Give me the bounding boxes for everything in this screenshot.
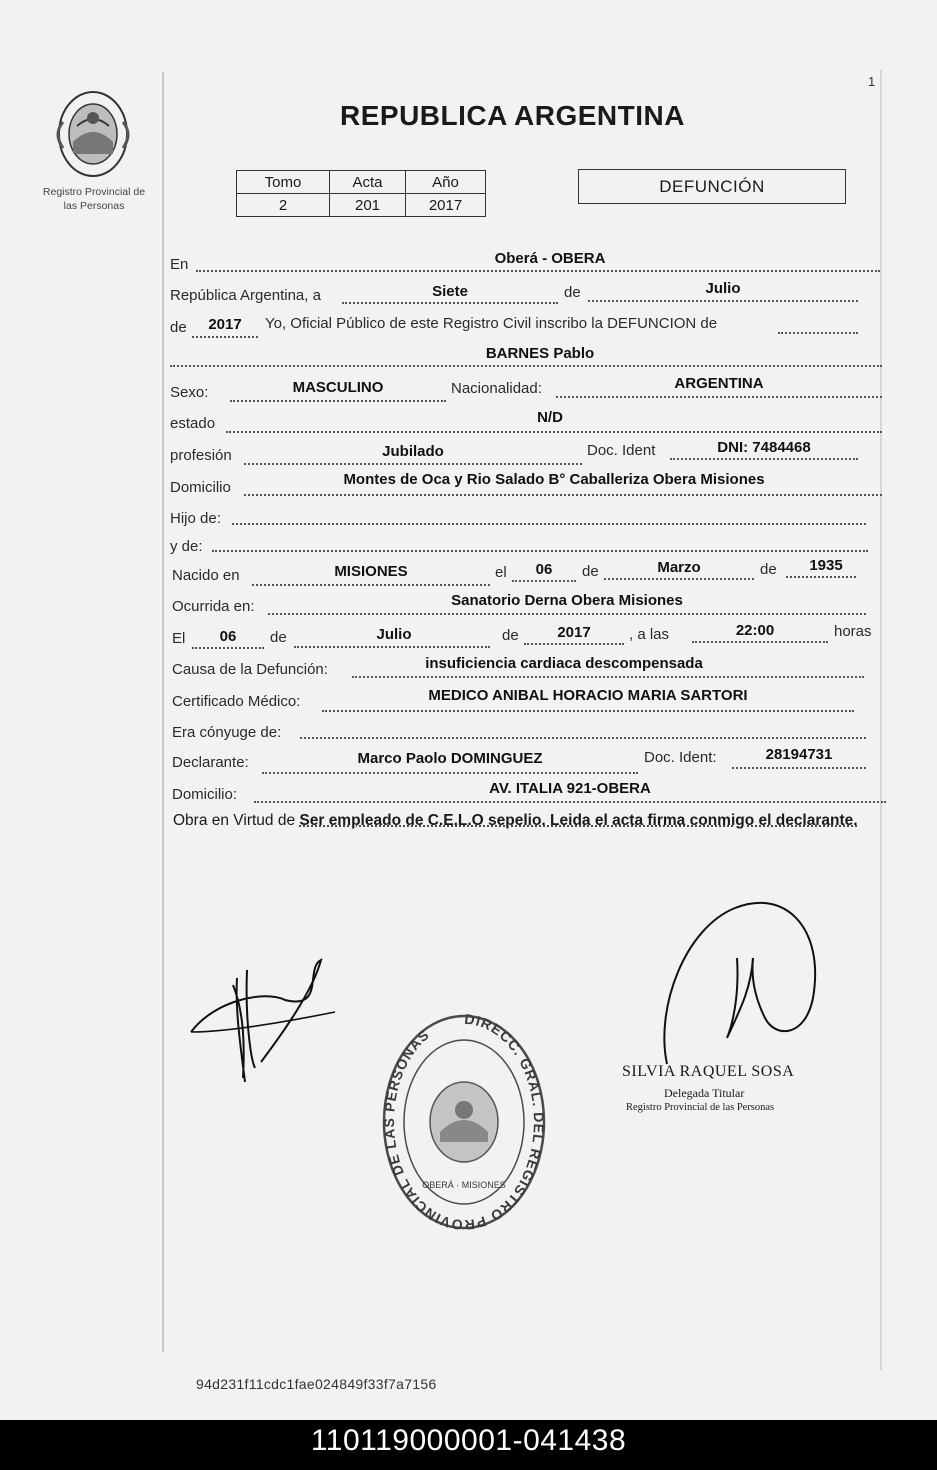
tomo-value: 2 bbox=[237, 194, 330, 217]
medical-certificate-value: MEDICO ANIBAL HORACIO MARIA SARTORI bbox=[428, 687, 748, 704]
hours-label: horas bbox=[834, 623, 872, 640]
month-value: Julio bbox=[705, 280, 741, 297]
dotted-line bbox=[342, 302, 558, 304]
acta-header: Acta bbox=[330, 171, 406, 194]
declarant-address-value: AV. ITALIA 921-OBERA bbox=[489, 780, 651, 797]
de-label: de bbox=[564, 284, 581, 301]
birth-month-value: Marzo bbox=[657, 559, 701, 576]
doc-id-value: DNI: 7484468 bbox=[717, 439, 811, 456]
doc-ident-label: Doc. Ident bbox=[587, 442, 656, 459]
birth-year-value: 1935 bbox=[809, 557, 843, 574]
remarks-value: Ser empleado de C.E.L.O sepelio. Leida el acta firma conmigo el declarante. bbox=[299, 812, 858, 829]
birth-day-value: 06 bbox=[535, 561, 553, 578]
declarant-value: Marco Paolo DOMINGUEZ bbox=[357, 750, 543, 767]
address-value: Montes de Oca y Rio Salado B° Caballeriza Obera Misiones bbox=[343, 471, 765, 488]
dotted-line bbox=[230, 400, 446, 402]
de-label: de bbox=[170, 319, 187, 336]
reference-table bbox=[236, 170, 486, 217]
dotted-line bbox=[670, 458, 858, 460]
death-time-value: 22:00 bbox=[735, 622, 775, 639]
declarant-doc-label: Doc. Ident: bbox=[644, 749, 717, 766]
dotted-line bbox=[322, 710, 854, 712]
right-margin-line bbox=[880, 70, 882, 1370]
nationality-value: ARGENTINA bbox=[674, 375, 764, 392]
dotted-line bbox=[232, 523, 866, 525]
death-year-value: 2017 bbox=[557, 624, 591, 641]
registrar-title: Delegada Titular bbox=[664, 1086, 745, 1100]
year-value: 2017 bbox=[208, 316, 242, 333]
province-coat-of-arms-logo bbox=[45, 82, 141, 182]
cause-label: Causa de la Defunción: bbox=[172, 661, 328, 678]
republica-label: República Argentina, a bbox=[170, 287, 321, 304]
sex-value: MASCULINO bbox=[292, 379, 384, 396]
de-label: de bbox=[502, 627, 519, 644]
reference-header-row bbox=[237, 171, 486, 194]
profession-label: profesión bbox=[170, 447, 232, 464]
el-label: el bbox=[495, 564, 507, 581]
official-registry-seal bbox=[378, 1010, 550, 1232]
page-number: 1 bbox=[868, 74, 876, 89]
seal-ring-text: DIRECC. GRAL. DEL REGISTRO PROVINCIAL DE LAS PERSONAS bbox=[380, 1010, 548, 1232]
dotted-line bbox=[212, 550, 868, 552]
dotted-line bbox=[512, 580, 576, 582]
spouse-label: Era cónyuge de: bbox=[172, 724, 282, 741]
birth-place-label: Nacido en bbox=[172, 567, 240, 584]
dotted-line bbox=[294, 646, 490, 648]
deceased-name-value: BARNES Pablo bbox=[485, 345, 595, 362]
dotted-line bbox=[604, 578, 754, 580]
registry-name-line1: Registro Provincial de bbox=[42, 186, 146, 198]
document-hash: 94d231f11cdc1fae024849f33f7a7156 bbox=[196, 1376, 437, 1392]
sex-label: Sexo: bbox=[170, 384, 209, 401]
civil-status-label: estado bbox=[170, 415, 216, 432]
declarant-address-label: Domicilio: bbox=[172, 786, 238, 803]
dotted-line bbox=[254, 801, 886, 803]
dotted-line bbox=[192, 336, 258, 338]
place-value: Oberá - OBERA bbox=[494, 250, 606, 267]
address-label: Domicilio bbox=[170, 479, 231, 496]
father-label: Hijo de: bbox=[170, 510, 221, 527]
anio-header: Año bbox=[406, 171, 486, 194]
dotted-line bbox=[268, 613, 866, 615]
reference-value-row bbox=[237, 194, 486, 217]
remarks-paragraph bbox=[173, 808, 885, 833]
profession-value: Jubilado bbox=[382, 443, 444, 460]
dotted-line bbox=[300, 737, 866, 739]
dotted-line bbox=[244, 494, 882, 496]
dotted-line bbox=[196, 270, 880, 272]
de-label: de bbox=[760, 561, 777, 578]
anio-value: 2017 bbox=[406, 194, 486, 217]
dotted-line bbox=[524, 643, 624, 645]
dotted-line bbox=[786, 576, 856, 578]
dotted-line bbox=[192, 647, 264, 649]
dotted-line bbox=[556, 396, 882, 398]
mother-label: y de: bbox=[170, 538, 203, 555]
day-words-value: Siete bbox=[432, 283, 468, 300]
dotted-line bbox=[262, 772, 638, 774]
document-type-box: DEFUNCIÓN bbox=[578, 169, 846, 204]
death-day-value: 06 bbox=[219, 628, 237, 645]
registrar-organization: Registro Provincial de las Personas bbox=[626, 1102, 775, 1113]
declarant-label: Declarante: bbox=[172, 754, 249, 771]
dotted-line bbox=[352, 676, 864, 678]
dotted-line bbox=[226, 431, 882, 433]
dotted-line bbox=[778, 332, 858, 334]
dotted-line bbox=[244, 463, 582, 465]
civil-status-value: N/D bbox=[537, 409, 563, 426]
registrar-signature bbox=[655, 888, 825, 1078]
dotted-line bbox=[170, 365, 882, 367]
tomo-header: Tomo bbox=[237, 171, 330, 194]
dotted-line bbox=[732, 767, 866, 769]
dotted-line bbox=[252, 584, 490, 586]
en-label: En bbox=[170, 256, 189, 273]
document-code: 110119000001-041438 bbox=[310, 1424, 627, 1457]
death-place-value: Sanatorio Derna Obera Misiones bbox=[451, 592, 683, 609]
remarks-label: Obra en Virtud de bbox=[173, 812, 296, 829]
at-time-label: , a las bbox=[629, 626, 670, 643]
declarant-signature bbox=[185, 950, 345, 1090]
dotted-line bbox=[588, 300, 858, 302]
death-month-value: Julio bbox=[376, 626, 412, 643]
declarant-doc-value: 28194731 bbox=[765, 746, 833, 763]
document-title: REPUBLICA ARGENTINA bbox=[340, 100, 685, 131]
left-margin-line bbox=[162, 72, 164, 1352]
medical-certificate-label: Certificado Médico: bbox=[172, 693, 301, 710]
el-label: El bbox=[172, 630, 186, 647]
registrar-name: SILVIA RAQUEL SOSA bbox=[622, 1063, 795, 1080]
inscription-text: Yo, Oficial Público de este Registro Civil inscribo la DEFUNCION de bbox=[265, 315, 718, 332]
seal-inner-text: OBERÁ · MISIONES bbox=[422, 1180, 506, 1190]
de-label: de bbox=[582, 563, 599, 580]
cause-value: insuficiencia cardiaca descompensada bbox=[425, 655, 703, 672]
acta-value: 201 bbox=[330, 194, 406, 217]
de-label: de bbox=[270, 629, 287, 646]
nationality-label: Nacionalidad: bbox=[451, 380, 542, 397]
registry-name-line2: las Personas bbox=[63, 200, 125, 212]
dotted-line bbox=[692, 641, 828, 643]
birth-place-value: MISIONES bbox=[334, 563, 408, 580]
death-place-label: Ocurrida en: bbox=[172, 598, 255, 615]
